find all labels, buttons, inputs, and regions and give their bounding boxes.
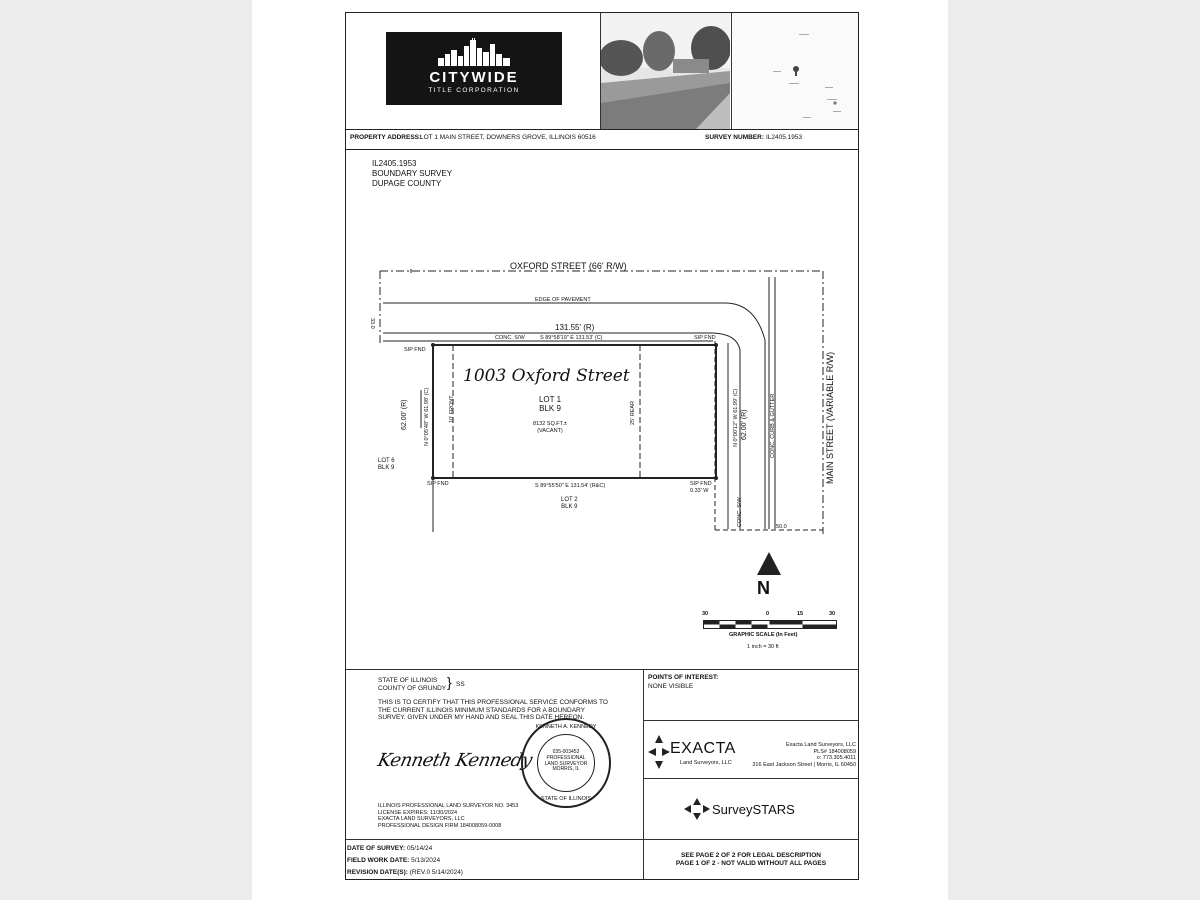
lot-1-area: 8132 SQ.FT.± <box>533 421 567 427</box>
field-work-label: FIELD WORK DATE: <box>347 857 410 864</box>
scale-tick-left: 30 <box>702 611 709 617</box>
citywide-logo <box>386 32 562 105</box>
seal-bottom-text: STATE OF ILLINOIS <box>540 796 592 802</box>
logo-subtitle: TITLE CORPORATION <box>428 87 520 94</box>
east-bearing: N 0°00'12" W 61.99' (C) <box>733 388 739 447</box>
lower-top-rule <box>346 669 858 670</box>
lower-mid-rule <box>643 669 644 839</box>
lot-6-label: LOT 6 <box>378 458 395 464</box>
seal-land-surveyor: LAND SURVEYOR <box>544 760 588 767</box>
survey-number-label: SURVEY NUMBER: <box>705 134 764 141</box>
graphic-scale-bar <box>703 620 837 630</box>
skyline-icon <box>438 38 510 66</box>
north-line-bearing: S 89°58'19" E 131.53' (C) <box>540 335 603 341</box>
license-number: ILLINOIS PROFESSIONAL LAND SURVEYOR NO. 3453 <box>378 803 519 809</box>
cert-county: COUNTY OF GRUNDY <box>378 684 447 692</box>
sip-se-offset: 0.33' W <box>690 487 709 494</box>
survey-number-heading: IL2405.1953 <box>372 159 417 168</box>
exacta-name: EXACTA <box>670 740 736 757</box>
front-setback-label: 10' FRONT <box>449 395 455 423</box>
lot-1-label: LOT 1 <box>538 395 562 404</box>
field-work-value: 5/13/2024 <box>411 857 441 864</box>
property-photo-image <box>601 13 730 129</box>
west-record: 62.00' (R) <box>401 399 408 430</box>
curb-label: CONC. CURB & GUTTER <box>770 393 776 458</box>
scale-tick-mid: 15 <box>797 611 804 617</box>
dim-50-label: 50.0 <box>776 524 787 530</box>
exacta-contact-pls: PLS# 184008059 <box>813 748 856 755</box>
scale-title: GRAPHIC SCALE (In Feet) <box>729 632 798 638</box>
revision-label: REVISION DATE(S): <box>347 869 408 876</box>
surveyor-signature: Kenneth Kennedy <box>375 750 534 771</box>
plat-drawing <box>345 250 857 550</box>
date-of-survey-value: 05/14/24 <box>406 845 433 852</box>
sip-ne: SIP FND <box>694 335 716 341</box>
location-map-image <box>733 13 858 129</box>
surveystars-name: SurveySTARS <box>712 802 795 817</box>
exacta-logo-icon <box>648 735 670 769</box>
scale-tick-right: 30 <box>829 611 836 617</box>
lot-1-boundary <box>433 345 716 478</box>
revision-value: (REV.0 5/14/2024) <box>409 869 463 876</box>
license-expires: LICENSE EXPIRES: 11/30/2024 <box>378 809 458 816</box>
lot-1-status: (VACANT) <box>537 427 563 434</box>
north-arrow-icon <box>756 552 782 576</box>
property-address-value: LOT 1 MAIN STREET, DOWNERS GROVE, ILLINOIS 60516 <box>420 134 596 141</box>
poi-label: POINTS OF INTEREST: <box>648 674 719 681</box>
lot-2-block: BLK 9 <box>561 503 578 510</box>
date-of-survey-label: DATE OF SURVEY: <box>347 845 406 852</box>
seal-top-text: KENNETH A. KENNEDY <box>535 724 597 730</box>
sip-nw: SIP FND <box>404 347 426 353</box>
surveystars-logo-icon <box>684 798 710 820</box>
scale-ratio: 1 inch = 30 ft <box>747 644 779 650</box>
exacta-contact-name: Exacta Land Surveyors, LLC <box>785 742 856 748</box>
lot-6-block: BLK 9 <box>378 464 395 471</box>
north-letter: N <box>757 578 770 598</box>
south-line-bearing: S 89°55'50" E 131.54' (R&C) <box>535 483 606 489</box>
cert-state: STATE OF ILLINOIS <box>378 677 438 684</box>
survey-number-value: IL2405.1953 <box>766 134 803 141</box>
property-address-label: PROPERTY ADDRESS: <box>350 134 422 141</box>
exacta-contact-address: 316 East Jackson Street | Morris, IL 60450 <box>752 761 856 768</box>
oxford-street-label: OXFORD STREET (66' R/W) <box>510 261 627 271</box>
footer-note-legal: SEE PAGE 2 OF 2 FOR LEGAL DESCRIPTION <box>681 852 821 859</box>
edge-of-pavement-label: EDGE OF PAVEMENT <box>535 297 591 303</box>
cert-ss: SS <box>456 681 465 688</box>
east-record: 62.00' (R) <box>741 409 748 440</box>
sidewalk-right-label: CONC. S/W <box>737 497 743 527</box>
property-photo <box>601 13 730 129</box>
lot-2-label: LOT 2 <box>561 497 578 503</box>
footer-top-rule <box>346 839 858 840</box>
lot-1-block: BLK 9 <box>539 404 561 413</box>
survey-type: BOUNDARY SURVEY <box>372 169 453 178</box>
footer-mid-rule <box>643 839 644 879</box>
sip-se: SIP FND <box>690 481 712 487</box>
exacta-bottom-rule <box>643 778 858 779</box>
main-street-label: MAIN STREET (VARIABLE R/W) <box>825 351 835 484</box>
scale-tick-zero: 0 <box>766 611 770 617</box>
seal-city: MORRIS, IL <box>552 766 580 773</box>
sidewalk-top-label: CONC. S/W <box>495 335 525 341</box>
license-design-firm: PROFESSIONAL DESIGN FIRM 184008059-0008 <box>378 822 502 829</box>
seal-professional: PROFESSIONAL <box>546 754 586 761</box>
footer-note-pages: PAGE 1 OF 2 - NOT VALID WITHOUT ALL PAGES <box>675 859 827 867</box>
header-divider-2 <box>731 12 732 129</box>
exacta-contact-phone: o: 773.305.4011 <box>816 755 856 761</box>
dim-33-label: 33.0 <box>369 318 375 329</box>
seal-number: 035-003453 <box>552 749 580 755</box>
handwritten-address: 1003 Oxford Street <box>463 366 630 386</box>
cert-text: THIS IS TO CERTIFY THAT THIS PROFESSIONAL SERVICE CONFORMS TO THE CURRENT ILLINOIS MINIMUM STANDARDS FOR A BOUNDARY SURVEY. GIVEN UNDER MY HAND AND SEAL THIS DATE HEREON. <box>378 699 608 721</box>
poi-bottom-rule <box>643 720 858 721</box>
north-line-record: 131.55' (R) <box>555 323 595 332</box>
sip-sw: SIP FND <box>427 481 449 487</box>
survey-county: DUPAGE COUNTY <box>372 179 442 188</box>
exacta-subtitle: Land Surveyors, LLC <box>680 760 732 766</box>
location-map <box>733 13 858 129</box>
license-firm: EXACTA LAND SURVEYORS, LLC <box>378 816 465 822</box>
rear-setback-label: 25' REAR <box>630 401 636 425</box>
cert-brace: } <box>447 674 452 690</box>
logo-wordmark: CITYWIDE <box>429 69 519 86</box>
west-bearing: N 0°05'48" W 61.98' (C) <box>424 387 430 446</box>
poi-value: NONE VISIBLE <box>648 683 694 690</box>
